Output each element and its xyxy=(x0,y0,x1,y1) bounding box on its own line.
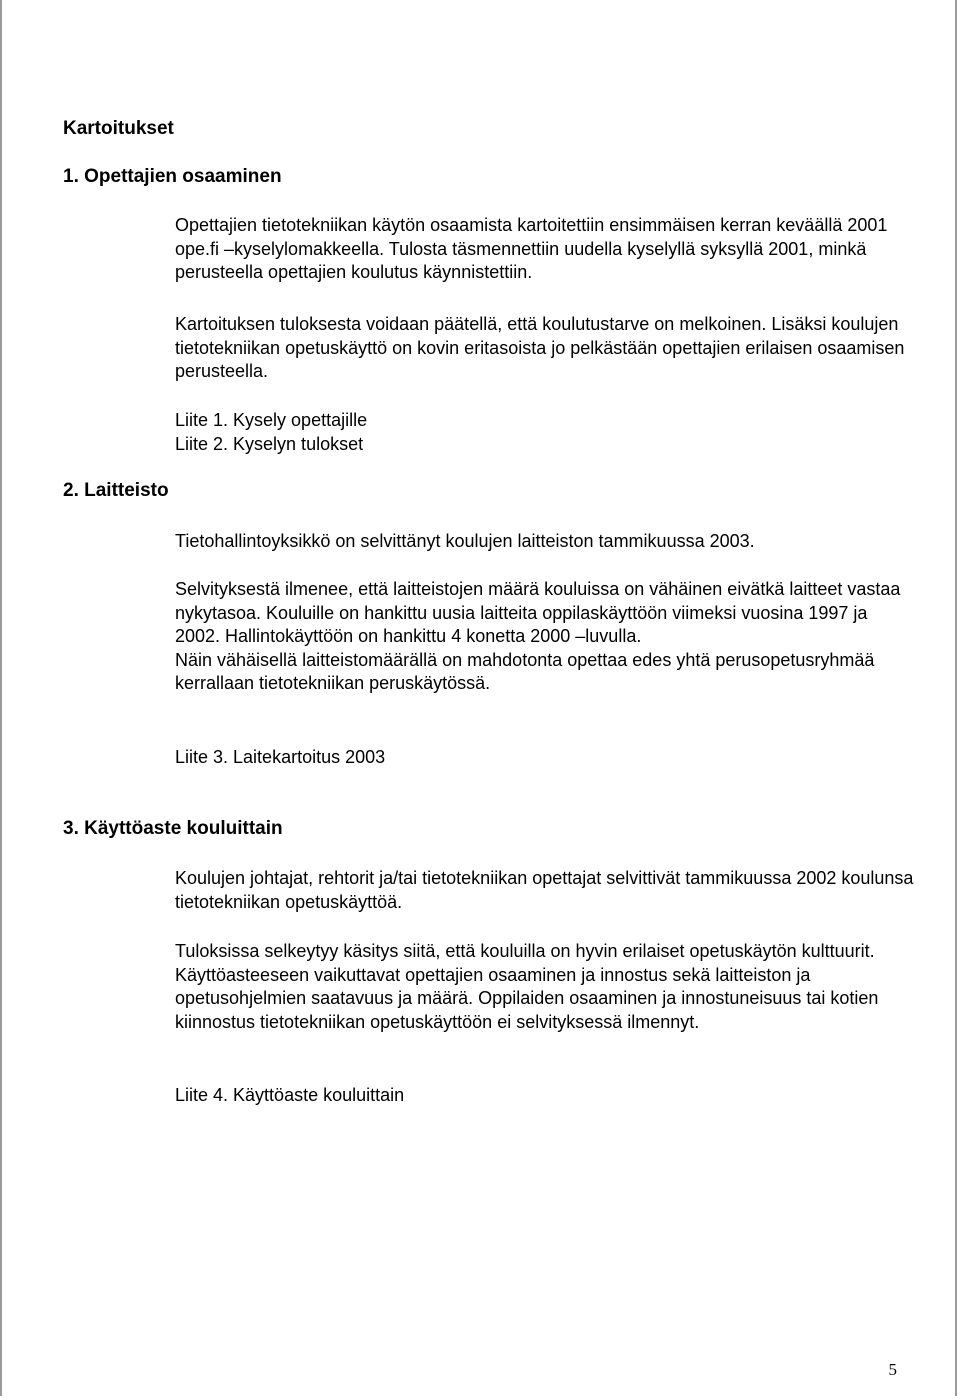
page-number: 5 xyxy=(888,1360,897,1379)
paragraph: Tuloksissa selkeytyy käsitys siitä, että kouluilla on hyvin erilaiset opetuskäytön kulttuurit. Käyttöasteeseen vaikuttavat opettajien osaaminen ja innostus sekä laitteiston ja opetusohjelmien saatavuus ja määrä. Oppilaiden osaaminen ja innostuneisuus tai kotien kiinnostus tietotekniikan opetuskäyttöön ei selvityksessä ilmennyt. xyxy=(175,941,879,1032)
attachment-reference: Liite 2. Kyselyn tulokset xyxy=(175,433,364,454)
paragraph: Koulujen johtajat, rehtorit ja/tai tietotekniikan opettajat selvittivät tammikuussa 2002 koulunsa tietotekniikan opetuskäyttöä. xyxy=(175,868,914,912)
attachment-reference: Liite 3. Laitekartoitus 2003 xyxy=(175,747,386,767)
section-hardware-intro xyxy=(175,530,915,554)
paragraph: Opettajien tietotekniikan käytön osaamista kartoitettiin ensimmäisen kerran keväällä 2001 ope.fi –kyselylomakkeella. Tulosta täsmennettiin uudella kyselyllä syksyllä 2001, minkä perusteella opettajien koulutus käynnistettiin. xyxy=(175,215,888,282)
section-heading-usage-rate: 3. Käyttöaste kouluittain xyxy=(63,818,283,839)
paragraph: Selvityksestä ilmenee, että laitteistojen määrä kouluissa on vähäinen eivätkä laitteet vastaa nykytasoa. Kouluille on hankittu uusia laitteita oppilaskäyttöön viimeksi vuosina 1997 ja 2002. Hallintokäyttöön on hankittu 4 konetta 2000 –luvulla. xyxy=(175,579,901,646)
section-teacher-skills-intro xyxy=(175,214,915,285)
paragraph: Kartoituksen tuloksesta voidaan päätellä, että koulutustarve on melkoinen. Lisäksi koulujen tietotekniikan opetuskäyttö on kovin eritasoista jo pelkästään opettajien erilaisen osaamisen perusteella. xyxy=(175,314,905,381)
section-teacher-skills-conclusion xyxy=(175,313,915,384)
paragraph: Näin vähäisellä laitteistomäärällä on mahdotonta opettaa edes yhtä perusopetusryhmää kerrallaan tietotekniikan peruskäytössä. xyxy=(175,649,875,693)
section-hardware-attachments xyxy=(175,746,915,770)
section-usage-rate-intro xyxy=(175,867,915,914)
section-usage-rate-findings xyxy=(175,940,915,1034)
section-usage-rate-attachments xyxy=(175,1084,915,1108)
section-hardware-findings xyxy=(175,578,915,696)
attachment-reference: Liite 1. Kysely opettajille xyxy=(175,410,368,430)
section-heading-teacher-skills: 1. Opettajien osaaminen xyxy=(63,166,282,187)
section-heading-hardware: 2. Laitteisto xyxy=(63,480,169,501)
paragraph: Tietohallintoyksikkö on selvittänyt koulujen laitteiston tammikuussa 2003. xyxy=(175,531,755,551)
document-title: Kartoitukset xyxy=(63,118,174,139)
section-teacher-skills-attachments xyxy=(175,409,915,456)
attachment-reference: Liite 4. Käyttöaste kouluittain xyxy=(175,1085,405,1105)
